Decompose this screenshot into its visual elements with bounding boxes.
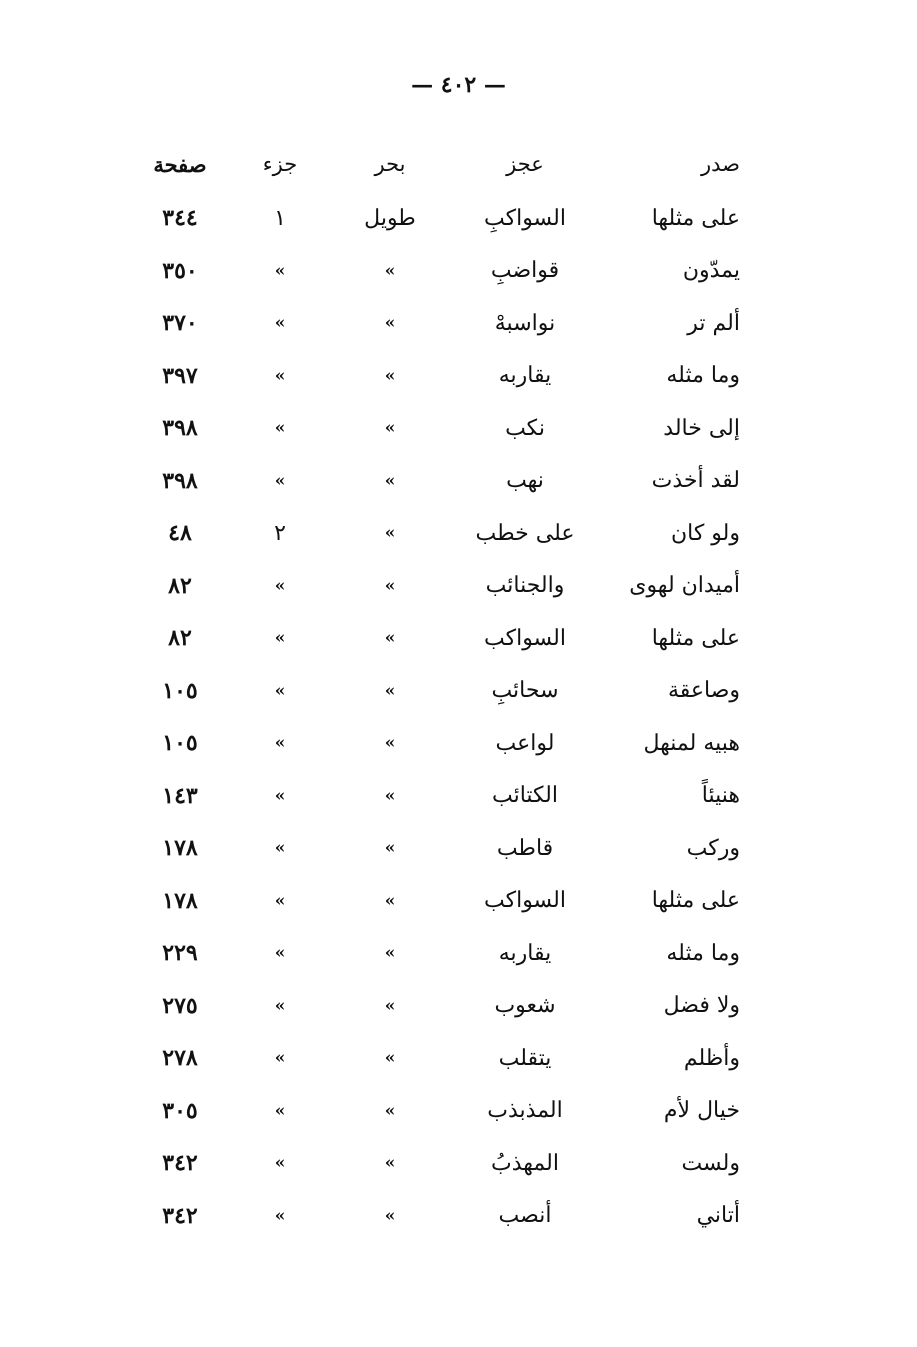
cell-ajz: المذبذب bbox=[487, 1098, 563, 1124]
cell-ajz: سحائبِ bbox=[491, 678, 559, 704]
cell-bahr: » bbox=[384, 785, 396, 806]
header-page: صفحة bbox=[153, 151, 207, 177]
cell-juz: » bbox=[274, 733, 286, 754]
cell-sadr: أميدان لهوى bbox=[629, 573, 740, 599]
cell-sadr: إلى خالد bbox=[663, 415, 740, 441]
cell-bahr: » bbox=[384, 313, 396, 334]
header-juz: جزء bbox=[262, 152, 298, 176]
cell-sadr: وما مثله bbox=[666, 940, 740, 966]
table-row bbox=[130, 822, 740, 875]
cell-juz: » bbox=[274, 680, 286, 701]
table-row bbox=[130, 560, 740, 613]
cell-sadr: أتاني bbox=[696, 1203, 740, 1229]
table-header-row bbox=[130, 140, 740, 188]
cell-bahr: » bbox=[384, 628, 396, 649]
cell-ajz: أنصب bbox=[498, 1203, 552, 1229]
cell-page: ٣٤٤ bbox=[162, 205, 198, 232]
cell-page: ٢٢٩ bbox=[162, 940, 198, 967]
cell-juz: » bbox=[274, 1100, 286, 1121]
cell-page: ١٠٥ bbox=[162, 677, 198, 704]
table-row bbox=[130, 612, 740, 665]
table-row bbox=[130, 717, 740, 770]
cell-ajz: قواضبِ bbox=[490, 258, 560, 284]
cell-juz: » bbox=[274, 785, 286, 806]
cell-page: ٣٩٧ bbox=[162, 362, 198, 389]
cell-bahr: » bbox=[384, 1100, 396, 1121]
cell-ajz: يتقلب bbox=[498, 1045, 552, 1071]
cell-page: ١٧٨ bbox=[162, 887, 198, 914]
cell-ajz: شعوب bbox=[494, 993, 556, 1019]
table-row bbox=[130, 1190, 740, 1243]
cell-ajz: نكب bbox=[505, 415, 545, 441]
cell-juz: » bbox=[274, 995, 286, 1016]
header-sadr: صدر bbox=[701, 152, 740, 176]
cell-bahr: » bbox=[384, 418, 396, 439]
cell-sadr: على مثلها bbox=[651, 888, 740, 914]
cell-juz: » bbox=[274, 628, 286, 649]
table-row bbox=[130, 192, 740, 245]
cell-bahr: » bbox=[384, 260, 396, 281]
header-bahr: بحر bbox=[374, 152, 406, 176]
table-body bbox=[130, 192, 740, 1242]
cell-page: ٢٧٥ bbox=[162, 992, 198, 1019]
cell-bahr: » bbox=[384, 995, 396, 1016]
cell-sadr: وركب bbox=[686, 835, 740, 861]
cell-juz: ١ bbox=[274, 205, 286, 231]
cell-bahr: » bbox=[384, 1048, 396, 1069]
cell-bahr: » bbox=[384, 1205, 396, 1226]
cell-bahr: » bbox=[384, 733, 396, 754]
cell-sadr: خيال لأم bbox=[663, 1098, 740, 1124]
cell-ajz: نواسبهْ bbox=[494, 310, 556, 336]
page-number: — ٤٠٢ — bbox=[411, 72, 506, 98]
cell-sadr: على مثلها bbox=[651, 205, 740, 231]
table-row bbox=[130, 980, 740, 1033]
table-row bbox=[130, 402, 740, 455]
cell-juz: » bbox=[274, 1048, 286, 1069]
cell-juz: » bbox=[274, 418, 286, 439]
cell-bahr: » bbox=[384, 470, 396, 491]
table-row bbox=[130, 1085, 740, 1138]
cell-sadr: هنيئاً bbox=[701, 783, 740, 809]
header-ajz: عجز bbox=[506, 152, 544, 176]
table-row bbox=[130, 770, 740, 823]
cell-page: ١٠٥ bbox=[162, 730, 198, 757]
cell-sadr: وصاعقة bbox=[667, 678, 740, 704]
cell-ajz: يقاربه bbox=[498, 363, 552, 389]
cell-sadr: هبيه لمنهل bbox=[643, 730, 740, 756]
cell-ajz: لواعب bbox=[495, 730, 555, 756]
cell-page: ١٧٨ bbox=[162, 835, 198, 862]
verse-index-table bbox=[130, 140, 740, 1242]
cell-sadr: لقد أخذت bbox=[651, 468, 740, 494]
cell-juz: » bbox=[274, 943, 286, 964]
table-row bbox=[130, 1137, 740, 1190]
cell-bahr: » bbox=[384, 943, 396, 964]
cell-bahr: » bbox=[384, 523, 396, 544]
cell-ajz: السواكب bbox=[484, 888, 566, 914]
cell-page: ٣٤٢ bbox=[162, 1202, 198, 1229]
cell-bahr: » bbox=[384, 680, 396, 701]
cell-ajz: الكتائب bbox=[491, 783, 559, 809]
cell-sadr: على مثلها bbox=[651, 625, 740, 651]
cell-sadr: وما مثله bbox=[666, 363, 740, 389]
table-row bbox=[130, 350, 740, 403]
cell-juz: » bbox=[274, 1205, 286, 1226]
cell-bahr: » bbox=[384, 890, 396, 911]
cell-juz: » bbox=[274, 313, 286, 334]
cell-page: ٣٤٢ bbox=[162, 1150, 198, 1177]
cell-bahr: » bbox=[384, 365, 396, 386]
cell-ajz: قاطب bbox=[496, 835, 554, 861]
cell-ajz: المهذبُ bbox=[491, 1150, 559, 1176]
cell-page: ٨٢ bbox=[168, 625, 192, 652]
cell-bahr: طويل bbox=[364, 205, 416, 231]
cell-sadr: ولو كان bbox=[670, 520, 740, 546]
cell-ajz: السواكبِ bbox=[484, 205, 566, 231]
table-row bbox=[130, 665, 740, 718]
cell-page: ٢٧٨ bbox=[162, 1045, 198, 1072]
cell-juz: » bbox=[274, 1153, 286, 1174]
cell-ajz: نهب bbox=[506, 468, 544, 494]
table-row bbox=[130, 875, 740, 928]
cell-sadr: وأظلم bbox=[683, 1045, 740, 1071]
cell-page: ١٤٣ bbox=[162, 782, 198, 809]
cell-page: ٣٩٨ bbox=[162, 467, 198, 494]
cell-ajz: السواكب bbox=[484, 625, 566, 651]
cell-juz: ٢ bbox=[274, 520, 286, 546]
cell-ajz: يقاربه bbox=[498, 940, 552, 966]
table-row bbox=[130, 455, 740, 508]
cell-page: ٣٧٠ bbox=[162, 310, 198, 337]
cell-sadr: ألم تر bbox=[687, 310, 740, 336]
cell-page: ٨٢ bbox=[168, 572, 192, 599]
cell-page: ٣٥٠ bbox=[162, 257, 198, 284]
table-row bbox=[130, 297, 740, 350]
cell-sadr: ولست bbox=[681, 1150, 740, 1176]
table-row bbox=[130, 507, 740, 560]
table-row bbox=[130, 1032, 740, 1085]
cell-sadr: يمدّون bbox=[682, 258, 740, 284]
cell-juz: » bbox=[274, 470, 286, 491]
cell-bahr: » bbox=[384, 1153, 396, 1174]
cell-page: ٤٨ bbox=[168, 520, 192, 547]
cell-juz: » bbox=[274, 260, 286, 281]
table-row bbox=[130, 927, 740, 980]
cell-ajz: والجنائب bbox=[485, 573, 565, 599]
cell-juz: » bbox=[274, 838, 286, 859]
cell-ajz: على خطب bbox=[475, 520, 575, 546]
cell-juz: » bbox=[274, 890, 286, 911]
cell-juz: » bbox=[274, 575, 286, 596]
cell-bahr: » bbox=[384, 575, 396, 596]
cell-sadr: ولا فضل bbox=[663, 993, 740, 1019]
cell-bahr: » bbox=[384, 838, 396, 859]
cell-page: ٣٠٥ bbox=[162, 1097, 198, 1124]
table-row bbox=[130, 245, 740, 298]
cell-juz: » bbox=[274, 365, 286, 386]
cell-page: ٣٩٨ bbox=[162, 415, 198, 442]
